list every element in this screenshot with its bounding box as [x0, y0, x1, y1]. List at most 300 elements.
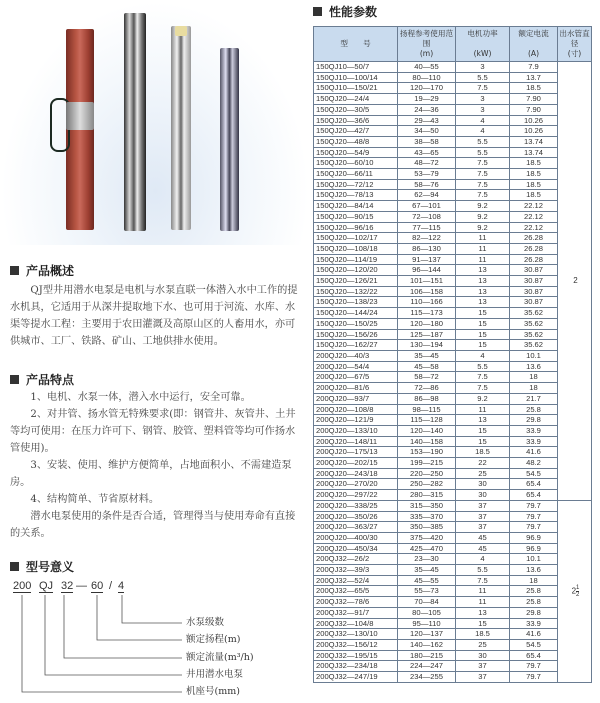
cell-power: 18.5 — [456, 447, 510, 458]
cell-head-range: 115—128 — [398, 415, 456, 426]
cell-model: 200QJ20—450/34 — [314, 543, 398, 554]
model-meaning-heading-text: 型号意义 — [26, 560, 75, 574]
cell-head-range: 86—130 — [398, 243, 456, 254]
cell-model: 200QJ32—234/18 — [314, 661, 398, 672]
label-stages: 水泵级数 — [186, 617, 225, 628]
table-row — [314, 265, 592, 276]
table-row — [314, 415, 592, 426]
cell-current: 18.5 — [510, 179, 558, 190]
code-type: QJ — [39, 580, 54, 592]
header-pipe-text: 出水管直 径 — [559, 29, 598, 48]
cell-head-range: 55—73 — [398, 586, 456, 597]
table-row — [314, 650, 592, 661]
cell-head-range: 35—45 — [398, 565, 456, 576]
cell-power: 4 — [456, 554, 510, 565]
table-row — [314, 72, 592, 83]
cell-current: 18.5 — [510, 158, 558, 169]
cell-head-range: 140—158 — [398, 436, 456, 447]
cell-current: 96.9 — [510, 532, 558, 543]
cell-model: 150QJ20—144/24 — [314, 308, 398, 319]
table-row — [314, 233, 592, 244]
table-row — [314, 618, 592, 629]
cell-head-range: 140—162 — [398, 639, 456, 650]
cell-head-range: 38—58 — [398, 136, 456, 147]
cell-power: 9.2 — [456, 201, 510, 212]
cell-head-range: 101—151 — [398, 276, 456, 287]
feature-item: 2、对井管、扬水管无特殊要求(即：钢管井、灰管井、土井等均可使用：在压力许可下、钢管、胶管、塑料管等均可作扬水管使用)。 — [10, 409, 296, 454]
cell-power: 13 — [456, 607, 510, 618]
cell-model: 200QJ32—26/2 — [314, 554, 398, 565]
table-row — [314, 490, 592, 501]
cell-head-range: 335—370 — [398, 511, 456, 522]
table-row — [314, 661, 592, 672]
table-row — [314, 94, 592, 105]
cell-current: 25.8 — [510, 404, 558, 415]
table-row — [314, 597, 592, 608]
label-rated-head: 额定扬程(m) — [186, 634, 241, 645]
table-row — [314, 115, 592, 126]
cell-model: 200QJ20—363/27 — [314, 522, 398, 533]
cell-head-range: 315—350 — [398, 500, 456, 511]
cell-model: 150QJ20—126/21 — [314, 276, 398, 287]
code-frame-size: 200 — [13, 580, 32, 592]
table-row — [314, 297, 592, 308]
cell-power: 15 — [456, 340, 510, 351]
cell-current: 13.6 — [510, 565, 558, 576]
cell-power: 15 — [456, 308, 510, 319]
label-frame-size: 机座号(mm) — [186, 686, 240, 697]
cell-current: 7.90 — [510, 94, 558, 105]
cell-current: 18 — [510, 575, 558, 586]
cell-head-range: 80—105 — [398, 607, 456, 618]
cell-power: 15 — [456, 618, 510, 629]
cell-power: 7.5 — [456, 383, 510, 394]
feature-item: 1、电机、水泵一体，潜入水中运行，安全可靠。 — [30, 392, 251, 403]
cell-current: 18.5 — [510, 190, 558, 201]
cell-head-range: 62—94 — [398, 190, 456, 201]
cell-model: 200QJ20—133/10 — [314, 425, 398, 436]
cell-current: 54.5 — [510, 639, 558, 650]
table-row — [314, 554, 592, 565]
cell-power: 4 — [456, 115, 510, 126]
cell-power: 37 — [456, 522, 510, 533]
cell-model: 200QJ20—67/5 — [314, 372, 398, 383]
overview-text: QJ型井用潜水电泵是电机与水泵直联一体潜入水中工作的提水机具，它适用于从深井提取地下水、也可用于河流、水库、水渠等提水工程：主要用于农田灌溉及高原山区的人畜用水，亦可供城市、工厂、铁路、矿山、工地供排水使用。 — [10, 285, 298, 347]
cell-head-range: 115—173 — [398, 308, 456, 319]
cell-power: 7.5 — [456, 575, 510, 586]
cell-head-range: 350—385 — [398, 522, 456, 533]
cell-model: 200QJ20—40/3 — [314, 350, 398, 361]
table-row — [314, 286, 592, 297]
cell-power: 11 — [456, 243, 510, 254]
cell-model: 200QJ20—108/8 — [314, 404, 398, 415]
cell-model: 150QJ20—60/10 — [314, 158, 398, 169]
cell-model: 200QJ20—148/11 — [314, 436, 398, 447]
cell-current: 30.87 — [510, 286, 558, 297]
cell-current: 10.1 — [510, 554, 558, 565]
code-slash: / — [109, 580, 113, 592]
cell-model: 200QJ32—195/15 — [314, 650, 398, 661]
label-pump-type: 井用潜水电泵 — [186, 669, 244, 680]
cell-power: 5.5 — [456, 565, 510, 576]
cell-current: 10.1 — [510, 350, 558, 361]
cell-head-range: 91—137 — [398, 254, 456, 265]
pipe-whole: 2 — [571, 586, 577, 596]
cell-power: 22 — [456, 458, 510, 469]
table-row — [314, 222, 592, 233]
cell-model: 200QJ20—270/20 — [314, 479, 398, 490]
cell-current: 13.74 — [510, 147, 558, 158]
cell-model: 150QJ20—96/16 — [314, 222, 398, 233]
header-current — [510, 27, 558, 62]
cell-current: 35.62 — [510, 329, 558, 340]
cell-model: 150QJ20—138/23 — [314, 297, 398, 308]
cell-current: 26.28 — [510, 254, 558, 265]
code-head: 60 — [91, 580, 104, 592]
cell-model: 200QJ20—93/7 — [314, 393, 398, 404]
header-power — [456, 27, 510, 62]
cell-current: 22.12 — [510, 222, 558, 233]
table-body — [314, 62, 592, 683]
cell-head-range: 96—144 — [398, 265, 456, 276]
cell-model: 200QJ32—91/7 — [314, 607, 398, 618]
cell-model: 150QJ20—132/22 — [314, 286, 398, 297]
cell-current: 65.4 — [510, 650, 558, 661]
cell-current: 26.28 — [510, 233, 558, 244]
cell-head-range: 40—55 — [398, 62, 456, 73]
cell-model: 200QJ32—247/19 — [314, 672, 398, 683]
cell-current: 29.8 — [510, 415, 558, 426]
cell-head-range: 72—86 — [398, 383, 456, 394]
cell-power: 11 — [456, 233, 510, 244]
header-power-text: 电机功率 — [467, 29, 498, 38]
cell-model: 200QJ32—104/8 — [314, 618, 398, 629]
cell-power: 15 — [456, 329, 510, 340]
cell-power: 7.5 — [456, 179, 510, 190]
cell-power: 11 — [456, 254, 510, 265]
cell-head-range: 250—282 — [398, 479, 456, 490]
cell-power: 18.5 — [456, 629, 510, 640]
cell-power: 15 — [456, 436, 510, 447]
table-row — [314, 511, 592, 522]
square-bullet-icon — [313, 7, 322, 16]
cell-model: 150QJ10—50/7 — [314, 62, 398, 73]
cell-power: 25 — [456, 639, 510, 650]
feature-note: 潜水电泵使用的条件是否合适，管理得当与使用寿命有直接的关系。 — [10, 511, 296, 539]
cell-current: 21.7 — [510, 393, 558, 404]
overview-heading-text: 产品概述 — [26, 264, 75, 278]
cell-model: 150QJ20—78/13 — [314, 190, 398, 201]
cell-power: 7.5 — [456, 169, 510, 180]
cell-head-range: 58—72 — [398, 372, 456, 383]
cell-power: 7.5 — [456, 372, 510, 383]
cell-head-range: 82—122 — [398, 233, 456, 244]
cell-current: 35.62 — [510, 318, 558, 329]
table-row — [314, 500, 592, 511]
header-power-unit: (kW) — [473, 49, 492, 58]
cell-current: 65.4 — [510, 479, 558, 490]
cell-power: 9.2 — [456, 211, 510, 222]
cell-power: 5.5 — [456, 361, 510, 372]
cell-model: 150QJ20—24/4 — [314, 94, 398, 105]
cell-model: 150QJ20—156/26 — [314, 329, 398, 340]
cell-model: 200QJ20—350/26 — [314, 511, 398, 522]
header-current-text: 额定电流 — [518, 29, 549, 38]
table-row — [314, 447, 592, 458]
cell-current: 7.9 — [510, 62, 558, 73]
cell-power: 7.5 — [456, 190, 510, 201]
cell-current: 79.7 — [510, 511, 558, 522]
cell-head-range: 48—72 — [398, 158, 456, 169]
cell-current: 79.7 — [510, 522, 558, 533]
cell-current: 29.8 — [510, 607, 558, 618]
cell-head-range: 220—250 — [398, 468, 456, 479]
cell-model: 150QJ20—90/15 — [314, 211, 398, 222]
cell-head-range: 80—110 — [398, 72, 456, 83]
cell-power: 30 — [456, 650, 510, 661]
table-row — [314, 639, 592, 650]
header-current-unit: (A) — [527, 49, 540, 58]
table-row — [314, 393, 592, 404]
cell-head-range: 19—29 — [398, 94, 456, 105]
table-row — [314, 629, 592, 640]
cell-model: 150QJ20—30/5 — [314, 104, 398, 115]
header-head-unit: (m) — [419, 49, 434, 58]
cell-head-range: 72—108 — [398, 211, 456, 222]
cell-head-range: 120—180 — [398, 318, 456, 329]
cell-model: 150QJ10—150/21 — [314, 83, 398, 94]
cell-power: 5.5 — [456, 147, 510, 158]
cell-head-range: 280—315 — [398, 490, 456, 501]
table-row — [314, 372, 592, 383]
cell-head-range: 35—45 — [398, 350, 456, 361]
header-model — [314, 27, 398, 62]
cell-model: 150QJ20—72/12 — [314, 179, 398, 190]
cell-model: 200QJ32—39/3 — [314, 565, 398, 576]
cell-power: 15 — [456, 425, 510, 436]
cell-head-range: 106—158 — [398, 286, 456, 297]
cell-head-range: 98—115 — [398, 404, 456, 415]
cell-head-range: 120—170 — [398, 83, 456, 94]
cell-current: 22.12 — [510, 211, 558, 222]
cell-model: 200QJ20—81/6 — [314, 383, 398, 394]
cell-current: 7.90 — [510, 104, 558, 115]
table-row — [314, 607, 592, 618]
cell-current: 35.62 — [510, 340, 558, 351]
cell-head-range: 58—76 — [398, 179, 456, 190]
cell-head-range: 24—36 — [398, 104, 456, 115]
cell-power: 25 — [456, 468, 510, 479]
pipe-fraction — [576, 585, 579, 598]
header-head-range — [398, 27, 456, 62]
table-row — [314, 425, 592, 436]
cell-head-range: 67—101 — [398, 201, 456, 212]
cell-power: 13 — [456, 276, 510, 287]
header-head-text: 扬程参考使用范围 — [399, 29, 454, 48]
pipe-fraction-numerator: 1 — [576, 584, 580, 591]
cell-current: 41.6 — [510, 447, 558, 458]
cell-current: 65.4 — [510, 490, 558, 501]
table-row — [314, 565, 592, 576]
table-row — [314, 104, 592, 115]
cell-head-range: 110—166 — [398, 297, 456, 308]
cell-model: 150QJ20—102/17 — [314, 233, 398, 244]
cell-pipe-diameter: 2 — [558, 62, 592, 501]
table-row — [314, 126, 592, 137]
cell-power: 11 — [456, 586, 510, 597]
table-row — [314, 318, 592, 329]
cell-model: 150QJ10—100/14 — [314, 72, 398, 83]
cell-power: 4 — [456, 126, 510, 137]
table-row — [314, 350, 592, 361]
cell-head-range: 70—84 — [398, 597, 456, 608]
cell-model: 150QJ20—114/19 — [314, 254, 398, 265]
pipe-fraction-denominator: 2 — [576, 591, 580, 598]
table-row — [314, 404, 592, 415]
cell-head-range: 53—79 — [398, 169, 456, 180]
cell-power: 37 — [456, 672, 510, 683]
table-row — [314, 276, 592, 287]
table-row — [314, 575, 592, 586]
cell-model: 200QJ32—65/5 — [314, 586, 398, 597]
cell-current: 10.26 — [510, 115, 558, 126]
cell-model: 200QJ20—400/30 — [314, 532, 398, 543]
code-dash: — — [76, 580, 87, 592]
cell-power: 13 — [456, 286, 510, 297]
cell-power: 37 — [456, 511, 510, 522]
cell-head-range: 34—50 — [398, 126, 456, 137]
performance-heading — [313, 3, 377, 20]
cell-model: 200QJ20—175/13 — [314, 447, 398, 458]
cell-model: 200QJ20—297/22 — [314, 490, 398, 501]
table-row — [314, 468, 592, 479]
cell-model: 200QJ32—130/10 — [314, 629, 398, 640]
cell-power: 11 — [456, 597, 510, 608]
table-row — [314, 479, 592, 490]
cell-head-range: 23—30 — [398, 554, 456, 565]
table-row — [314, 532, 592, 543]
cell-power: 30 — [456, 490, 510, 501]
table-row — [314, 522, 592, 533]
cell-current: 33.9 — [510, 436, 558, 447]
cell-current: 30.87 — [510, 265, 558, 276]
cell-model: 150QJ20—42/7 — [314, 126, 398, 137]
cell-model: 200QJ20—54/4 — [314, 361, 398, 372]
table-row — [314, 436, 592, 447]
cell-head-range: 29—43 — [398, 115, 456, 126]
cell-model: 150QJ20—150/25 — [314, 318, 398, 329]
table-row — [314, 243, 592, 254]
cell-model: 200QJ20—243/18 — [314, 468, 398, 479]
cell-power: 5.5 — [456, 72, 510, 83]
header-pipe-diameter — [558, 27, 598, 62]
cell-head-range: 77—115 — [398, 222, 456, 233]
cell-head-range: 86—98 — [398, 393, 456, 404]
cell-current: 25.8 — [510, 586, 558, 597]
cell-head-range: 45—58 — [398, 361, 456, 372]
cell-power: 13 — [456, 265, 510, 276]
table-row — [314, 308, 592, 319]
table-row — [314, 340, 592, 351]
table-row — [314, 254, 592, 265]
cell-model: 200QJ20—202/15 — [314, 458, 398, 469]
cell-power: 3 — [456, 104, 510, 115]
cell-model: 150QJ20—108/18 — [314, 243, 398, 254]
cell-current: 10.26 — [510, 126, 558, 137]
table-header-row — [314, 27, 592, 62]
cell-current: 96.9 — [510, 543, 558, 554]
cell-head-range: 130—194 — [398, 340, 456, 351]
table-row — [314, 211, 592, 222]
cell-head-range: 125—187 — [398, 329, 456, 340]
feature-item: 4、结构简单、节省原材料。 — [30, 494, 160, 505]
cell-power: 13 — [456, 297, 510, 308]
table-row — [314, 158, 592, 169]
performance-table — [313, 26, 598, 683]
cell-model: 150QJ20—66/11 — [314, 169, 398, 180]
code-stages: 4 — [118, 580, 125, 592]
header-pipe-unit: (寸) — [567, 49, 582, 58]
cell-head-range: 425—470 — [398, 543, 456, 554]
cell-power: 37 — [456, 661, 510, 672]
cell-model: 150QJ20—162/27 — [314, 340, 398, 351]
cell-current: 30.87 — [510, 276, 558, 287]
table-row — [314, 190, 592, 201]
cell-current: 13.7 — [510, 72, 558, 83]
cell-power: 45 — [456, 543, 510, 554]
cell-power: 11 — [456, 404, 510, 415]
cell-current: 79.7 — [510, 672, 558, 683]
cell-current: 33.9 — [510, 618, 558, 629]
cell-current: 54.5 — [510, 468, 558, 479]
cell-model: 200QJ20—338/25 — [314, 500, 398, 511]
table-row — [314, 586, 592, 597]
cell-model: 200QJ20—121/9 — [314, 415, 398, 426]
cell-current: 22.12 — [510, 201, 558, 212]
cell-model: 200QJ32—78/6 — [314, 597, 398, 608]
cell-power: 3 — [456, 94, 510, 105]
cell-model: 150QJ20—84/14 — [314, 201, 398, 212]
cell-current: 30.87 — [510, 297, 558, 308]
table-row — [314, 169, 592, 180]
cell-power: 30 — [456, 479, 510, 490]
table-row — [314, 672, 592, 683]
code-flow: 32 — [61, 580, 74, 592]
label-rated-flow: 额定流量(m³/h) — [186, 652, 254, 663]
cell-current: 13.74 — [510, 136, 558, 147]
cell-current: 41.6 — [510, 629, 558, 640]
table-row — [314, 83, 592, 94]
cell-current: 48.2 — [510, 458, 558, 469]
cell-current: 26.28 — [510, 243, 558, 254]
cell-head-range: 45—55 — [398, 575, 456, 586]
table-row — [314, 361, 592, 372]
cell-power: 9.2 — [456, 393, 510, 404]
cell-model: 150QJ20—120/20 — [314, 265, 398, 276]
cell-power: 7.5 — [456, 158, 510, 169]
performance-heading-text: 性能参数 — [329, 5, 378, 19]
cell-power: 15 — [456, 318, 510, 329]
cell-head-range: 180—215 — [398, 650, 456, 661]
cell-model: 150QJ20—54/9 — [314, 147, 398, 158]
cell-current: 79.7 — [510, 661, 558, 672]
cell-current: 18 — [510, 383, 558, 394]
cell-power: 45 — [456, 532, 510, 543]
table-row — [314, 147, 592, 158]
cell-head-range: 375—420 — [398, 532, 456, 543]
cell-current: 13.6 — [510, 361, 558, 372]
cell-model: 150QJ20—36/6 — [314, 115, 398, 126]
